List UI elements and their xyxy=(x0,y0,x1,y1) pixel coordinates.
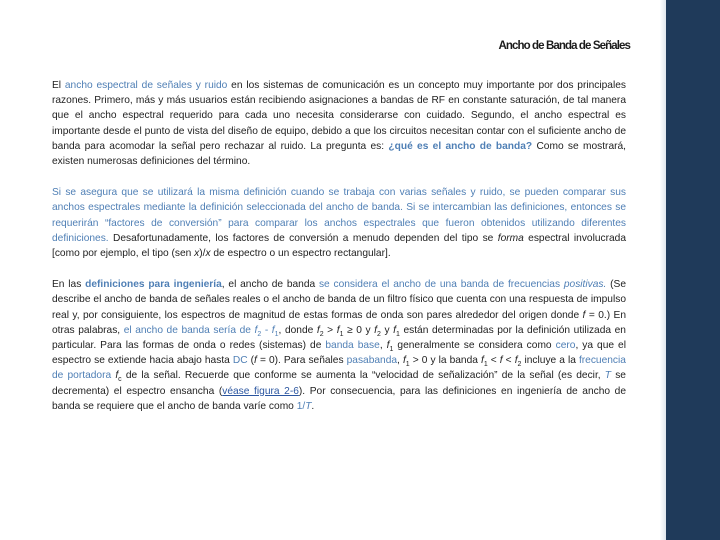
math-var: T xyxy=(604,370,612,382)
math-var: f xyxy=(514,355,518,367)
subscript: 1 xyxy=(395,330,400,338)
subscript: 2 xyxy=(517,361,522,369)
text-run: Desafortunadamente, los factores de conversión a menudo dependen del tipo se xyxy=(108,232,498,244)
math-var: f xyxy=(316,324,320,336)
text-run: )/ xyxy=(199,248,206,260)
text-run: y xyxy=(380,324,394,336)
slide-body xyxy=(52,78,626,430)
text-run: incluye a la xyxy=(521,355,579,367)
highlight-term: se considera el ancho de una banda de frecuencias xyxy=(318,279,561,291)
math-var: f xyxy=(402,355,406,367)
highlight-term: definiciones para ingeniería xyxy=(85,279,222,291)
paragraph-2 xyxy=(52,185,626,261)
math-var: f xyxy=(480,355,484,367)
highlight-sentence: Si se asegura que se utilizará la misma definición cuando se trabaja con varias señales y ruido, se pueden comparar sus anchos espectrales mediante la definición seleccionada del ancho de banda. Si se intercambian las definiciones, entonces se requerirán “factores de conversión” para comparar los anchos espectrales que fueron obtenidos utilizando diferentes definiciones. xyxy=(52,187,626,244)
highlight-term: 1/ xyxy=(296,400,306,412)
highlight-term: banda base xyxy=(325,340,380,352)
text-run: > 0 y la banda xyxy=(409,355,481,367)
text-run: (Se describe el ancho de banda de señales reales o el ancho de banda de un filtro físico que cuenta con una respuesta de impulso real y, por consiguiente, los espectros de magnitud de estas formas de onda son pares alrededor del origen donde xyxy=(52,279,626,321)
subscript: 1 xyxy=(483,361,488,369)
text-run: , ya que el espectro se extiende hacia abajo hasta xyxy=(52,340,626,367)
figure-link[interactable]: véase figura 2-6 xyxy=(222,385,299,397)
highlight-term: DC xyxy=(232,355,248,367)
subscript: c xyxy=(118,376,122,384)
text-run: en los sistemas de comunicación es un concepto muy importante por dos principales razones. Primero, más y más usuarios están recibiendo asignaciones a bandas de RF en constante saturación, de tal manera que el ancho espectral requerido para cada uno necesita considerarse con cuidado. Segundo, el ancho espectral es importante desde el punto de vista del diseño de equipo, debido a que los circuitos necesitan contar con el suficiente ancho de banda para acomodar la señal pero rechazar al ruido. La pregunta es: xyxy=(52,80,626,152)
text-run: < xyxy=(487,355,500,367)
italic-term: forma xyxy=(497,232,524,244)
math-var: f xyxy=(499,355,503,367)
math-var: f xyxy=(115,370,119,382)
text-run: ). Por consecuencia, para las definiciones en ingeniería de ancho de banda se requiere que el ancho de banda varíe como xyxy=(52,385,626,412)
math-var: f xyxy=(582,309,586,321)
text-run: generalmente se considera como xyxy=(393,340,556,352)
text-run: , donde xyxy=(278,324,317,336)
highlight-term: - xyxy=(261,324,272,336)
text-run: de espectro o un espectro rectangular]. xyxy=(210,248,391,260)
math-var: f xyxy=(254,324,258,336)
subscript: 2 xyxy=(319,330,324,338)
math-var: x xyxy=(205,248,211,260)
highlight-term: el ancho de banda sería de xyxy=(123,324,255,336)
math-var: f xyxy=(393,324,396,336)
subscript: 1 xyxy=(339,330,344,338)
math-var: f xyxy=(374,324,377,336)
subscript: 1 xyxy=(274,330,279,338)
text-run: están determinadas por la definición utilizada en particular. Para las formas de onda o redes (sistemas) de xyxy=(52,324,626,352)
highlight-term: pasabanda xyxy=(346,355,398,367)
math-var: f xyxy=(271,324,275,336)
slide-title: Ancho de Banda de Señales xyxy=(498,40,630,52)
paragraph-3 xyxy=(52,277,626,414)
text-run: El xyxy=(52,80,65,91)
highlight-term: positivas. xyxy=(563,279,607,291)
subscript: 2 xyxy=(376,330,381,338)
highlight-term: ancho espectral de señales y ruido xyxy=(64,80,228,91)
subscript: 1 xyxy=(389,346,394,354)
text-run: = 0). Para señales xyxy=(256,355,347,367)
math-var: x xyxy=(194,248,200,260)
text-run: ( xyxy=(247,355,255,367)
subscript: 2 xyxy=(257,330,262,338)
text-run: , xyxy=(379,340,387,352)
slide-sidebar-bar xyxy=(666,0,720,540)
text-run: , el ancho de banda xyxy=(221,279,319,291)
math-var: f xyxy=(254,355,257,367)
text-run: > xyxy=(323,324,337,336)
math-var: f xyxy=(386,340,390,352)
text-run: . xyxy=(311,400,315,412)
text-run: En las xyxy=(52,279,86,291)
text-run: ≥ 0 y xyxy=(343,324,375,336)
text-run: , xyxy=(397,355,403,367)
subscript: 1 xyxy=(405,361,410,369)
text-run: de la señal. Recuerde que conforme se aumenta la “velocidad de señalización” de la señal (es decir, xyxy=(121,370,605,382)
highlight-term: cero xyxy=(555,340,576,352)
text-run: Como se mostrará, existen numerosas definiciones del término. xyxy=(52,140,626,168)
text-run: = 0.) En otras palabras, xyxy=(52,309,626,336)
text-run: espectral involucrada [como por ejemplo, el tipo (sen xyxy=(52,232,626,260)
highlight-question: ¿qué es el ancho de banda? xyxy=(388,140,533,152)
math-var: f xyxy=(336,324,340,336)
math-var: T xyxy=(305,400,312,412)
paragraph-1 xyxy=(52,78,626,169)
text-run: se decrementa) el espectro ensancha ( xyxy=(52,370,626,397)
highlight-term: frecuencia de portadora xyxy=(52,355,626,382)
text-run: < xyxy=(502,355,515,367)
